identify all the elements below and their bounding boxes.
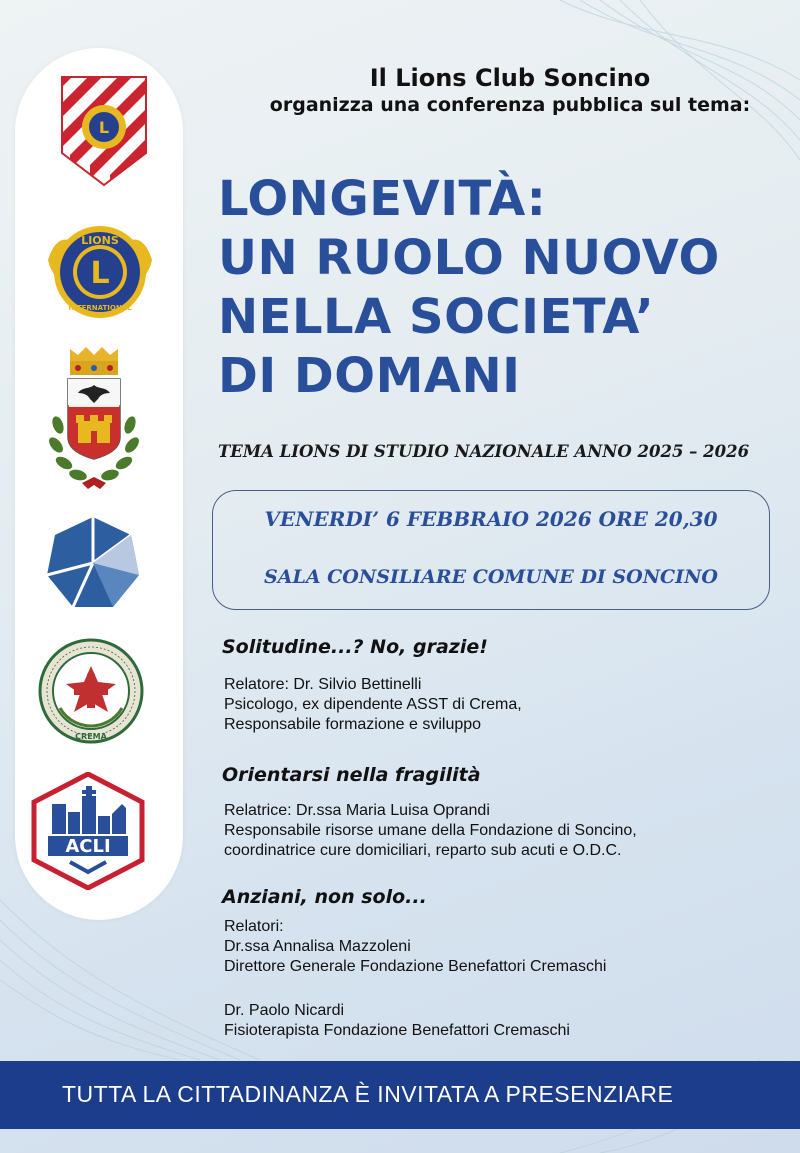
speaker-line: Responsabile formazione e sviluppo	[224, 716, 482, 733]
speaker-line: Relatori:	[224, 918, 284, 935]
section-title: Solitudine...? No, grazie!	[222, 636, 488, 658]
speaker-line: Responsabile risorse umane della Fondazione di Soncino,	[224, 822, 637, 839]
event-info-box	[212, 490, 770, 610]
speaker-line: Dr.ssa Annalisa Mazzoleni	[224, 938, 411, 955]
blue-heptagon-logo-icon	[45, 515, 141, 611]
svg-text:CREMA: CREMA	[75, 732, 107, 741]
study-theme-subtitle: TEMA LIONS DI STUDIO NAZIONALE ANNO 2025 – 2026	[218, 442, 750, 461]
speaker-line: Fisioterapista Fondazione Benefattori Cremaschi	[224, 1022, 570, 1039]
speaker-line: coordinatrice cure domiciliari, reparto sub acuti e O.D.C.	[224, 842, 622, 859]
section-title: Anziani, non solo...	[222, 886, 427, 908]
conference-title	[218, 170, 778, 406]
svg-text:LIONS: LIONS	[81, 234, 119, 247]
footer-invitation: TUTTA LA CITTADINANZA È INVITATA A PRESENZIARE	[62, 1081, 674, 1107]
speaker-line: Psicologo, ex dipendente ASST di Crema,	[224, 696, 522, 713]
event-venue: SALA CONSILIARE COMUNE DI SONCINO	[264, 566, 718, 588]
fondazione-benefattori-cremaschi-seal-icon	[38, 638, 144, 744]
speaker-line: Relatrice: Dr.ssa Maria Luisa Oprandi	[224, 802, 490, 819]
soncino-coat-of-arms-icon	[42, 345, 146, 495]
svg-text:INTERNATIONAL: INTERNATIONAL	[68, 304, 132, 312]
svg-text:L: L	[98, 118, 110, 137]
lions-club-soncino-shield-icon	[60, 75, 148, 187]
speaker-line: Direttore Generale Fondazione Benefattori Cremaschi	[224, 958, 607, 975]
event-datetime: VENERDI’ 6 FEBBRAIO 2026 ORE 20,30	[264, 507, 718, 531]
lions-international-emblem-icon	[44, 220, 156, 324]
title-line: LONGEVITÀ:	[218, 171, 547, 227]
organizer-heading: Il Lions Club Soncino	[369, 64, 651, 92]
speaker-line: Relatore: Dr. Silvio Bettinelli	[224, 676, 422, 693]
svg-text:ACLI: ACLI	[65, 836, 111, 857]
acli-logo-icon	[30, 772, 146, 890]
speaker-line: Dr. Paolo Nicardi	[224, 1002, 345, 1019]
section-title: Orientarsi nella fragilità	[222, 764, 481, 786]
title-line: UN RUOLO NUOVO	[218, 230, 720, 286]
svg-text:L: L	[90, 256, 110, 291]
title-line: NELLA SOCIETA’	[218, 289, 655, 345]
intro-heading: organizza una conferenza pubblica sul tema:	[269, 94, 751, 116]
footer-banner	[0, 1061, 800, 1129]
title-line: DI DOMANI	[218, 348, 521, 404]
